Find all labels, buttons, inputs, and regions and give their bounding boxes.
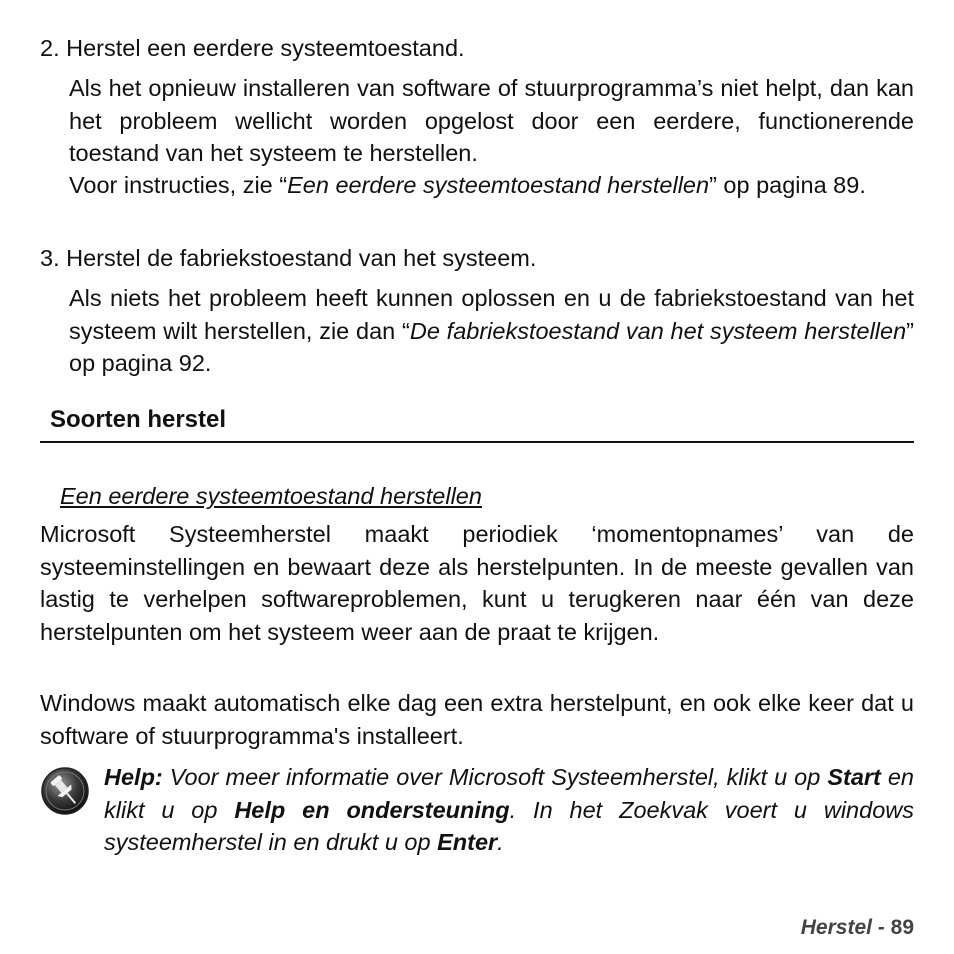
start-label: Start — [827, 764, 881, 790]
instructions-prefix: Voor instructies, zie “ — [69, 172, 288, 198]
step-3-suffix: ” op pagina 92. — [69, 317, 914, 376]
enter-label: Enter — [437, 829, 498, 855]
step-2-paragraph: Als het opnieuw installeren van software of stuurprogramma’s niet helpt, dan kan het probleem wellicht worden opgelost door een eerdere, functionerende toestand van het systeem te herstellen. — [69, 75, 914, 166]
page-number: 89 — [890, 916, 914, 939]
page-footer — [801, 916, 914, 940]
footer-section: Herstel - — [800, 916, 885, 939]
cross-reference-factory: De fabriekstoestand van het systeem herstellen — [409, 317, 907, 344]
help-note — [104, 761, 914, 859]
help-text-3: . In het Zoekvak voert u windows systeemherstel in en drukt u op — [104, 796, 914, 855]
section-paragraph-1: Microsoft Systeemherstel maakt periodiek ‘momentopnames’ van de systeeminstellingen en bewaart deze als herstelpunten. In de meeste gevallen van lastig te verhelpen softwareproblemen, kunt u terugkeren naar één van deze herstelpunten om het systeem weer aan de praat te krijgen. — [40, 521, 914, 645]
step-3-text: Als niets het probleem heeft kunnen oplossen en u de fabriekstoestand van het systeem wilt herstellen, zie dan “ — [69, 285, 914, 344]
help-text-2: en klikt u op — [104, 764, 914, 823]
step-2-title: 2. Herstel een eerdere systeemtoestand. — [40, 35, 465, 61]
instructions-suffix: ” op pagina 89. — [709, 172, 866, 198]
section-heading — [40, 403, 914, 443]
section-paragraph-2: Windows maakt automatisch elke dag een extra herstelpunt, en ook elke keer dat u software of stuurprogramma's installeert. — [40, 690, 914, 749]
help-text-4: . — [497, 829, 504, 855]
section-heading-text: Soorten herstel — [50, 406, 227, 433]
subheading: Een eerdere systeemtoestand herstellen — [60, 483, 482, 509]
step-3-title: 3. Herstel de fabriekstoestand van het systeem. — [40, 245, 537, 271]
step-3-paragraph — [69, 282, 914, 380]
pushpin-icon — [40, 766, 90, 816]
cross-reference-restore: Een eerdere systeemtoestand herstellen — [287, 172, 710, 198]
help-text-1: Voor meer informatie over Microsoft Systeemherstel, klikt u op — [162, 764, 828, 790]
help-label: Help: — [104, 764, 163, 790]
step-2-instructions — [69, 169, 914, 202]
help-support-label: Help en ondersteuning — [234, 796, 510, 823]
